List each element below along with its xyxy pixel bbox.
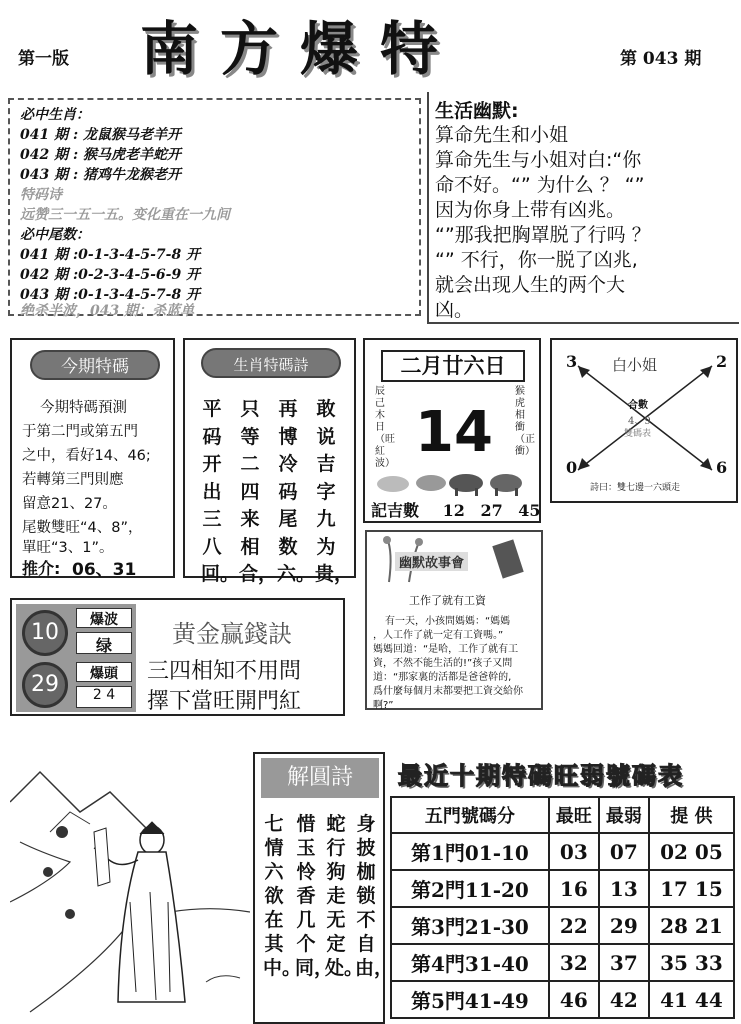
story-line: ，人工作了就一定有工資嗎。” bbox=[373, 630, 504, 641]
white-miss-panel bbox=[550, 338, 738, 503]
tema-line: 留意21、27。 bbox=[22, 496, 117, 512]
table-row bbox=[391, 907, 734, 944]
poem-column: 只等二四来相合， bbox=[239, 398, 278, 585]
humor-panel bbox=[427, 92, 739, 324]
story-line: 有一天，小孩問媽媽：“媽媽 bbox=[385, 616, 511, 627]
zodiac-picks-panel bbox=[8, 98, 421, 319]
hot-wave-number: 10 bbox=[22, 610, 68, 656]
poem-column: 身披枷锁不自由， bbox=[355, 813, 394, 979]
tema-line: 于第二門或第五門 bbox=[22, 424, 138, 440]
table-row bbox=[391, 981, 734, 1018]
calendar-left-note: 辰己木日（旺紅波） bbox=[375, 386, 395, 469]
story-line: 爲什麼每個月末都要把工資交給你 bbox=[373, 686, 523, 697]
table-row bbox=[391, 833, 734, 870]
zodiac-poem-panel bbox=[183, 338, 356, 585]
table-cell: 35 33 bbox=[649, 944, 734, 981]
table-cell: 第4門31-40 bbox=[391, 944, 549, 981]
poem-column: 敢说吉字九为贵， bbox=[315, 398, 354, 585]
scholar-illustration bbox=[10, 752, 250, 1022]
hot-head-number: 29 bbox=[22, 662, 68, 708]
table-row bbox=[391, 944, 734, 981]
humor-line: 因为你身上带有凶兆。 bbox=[435, 199, 626, 221]
poem-column: 平码开出三八回。 bbox=[201, 398, 240, 585]
zodiac-animals-icon bbox=[371, 468, 536, 496]
zodiac-line: 043 期 : 猪鸡牛龙猴老开 bbox=[20, 167, 182, 183]
calendar-panel bbox=[363, 338, 541, 523]
table-cell: 第1門01-10 bbox=[391, 833, 549, 870]
lucky-number: 27 bbox=[480, 501, 503, 520]
tema-line: 今期特碼預測 bbox=[40, 400, 127, 416]
humor-heading: 生活幽默: bbox=[435, 100, 519, 122]
story-banner: 幽默故事會 bbox=[395, 552, 468, 571]
calendar-day: 14 bbox=[415, 400, 493, 465]
riddle-poem-title: 解圓詩 bbox=[261, 758, 379, 798]
gold-line: 三四相知不用問 bbox=[147, 659, 302, 684]
tema-line: 單旺“3、1”。 bbox=[22, 540, 114, 556]
tema-line: 之中，看好14、46; bbox=[22, 448, 151, 464]
table-cell: 07 bbox=[599, 833, 649, 870]
tail-line: 043 期 :0-1-3-4-5-7-8 开 bbox=[20, 287, 201, 303]
poem-column: 蛇行狗走无定处。 bbox=[325, 813, 364, 979]
gold-formula-title: 黄金赢錢訣 bbox=[172, 620, 292, 648]
story-line: 道：“那家裏的活都是爸爸幹的, bbox=[373, 672, 512, 683]
column-header: 提 供 bbox=[649, 797, 734, 833]
humor-line: “”那我把胸罩脱了行吗 ？ bbox=[435, 224, 651, 246]
double-code-label: 雙碼表 bbox=[624, 429, 652, 439]
story-line: 媽媽回道：“是哈，工作了就有工 bbox=[373, 644, 519, 655]
table-cell: 41 44 bbox=[649, 981, 734, 1018]
zodiac-title: 必中生肖： bbox=[20, 107, 90, 123]
table-cell: 第3門21-30 bbox=[391, 907, 549, 944]
heshu-value: 4、9 bbox=[628, 416, 651, 427]
hot-head-label: 爆頭 bbox=[76, 662, 132, 682]
masthead-title: 南方爆特 bbox=[140, 15, 461, 83]
zodiac-line: 041 期 : 龙鼠猴马老羊开 bbox=[20, 127, 182, 143]
calendar-date: 二月廿六日 bbox=[381, 350, 525, 382]
recommend-label: 推介: bbox=[22, 559, 61, 578]
story-panel bbox=[365, 530, 543, 710]
tema-poem-text: 远赞三一五一五。变化重在一九间 bbox=[20, 207, 230, 223]
hot-head-value: 2 4 bbox=[76, 686, 132, 708]
story-line: 啊?” bbox=[373, 700, 394, 711]
heshu-label: 合數 bbox=[628, 400, 648, 411]
issue-label: 第 043 期 bbox=[620, 49, 702, 69]
table-cell: 16 bbox=[549, 870, 599, 907]
table-cell: 03 bbox=[549, 833, 599, 870]
story-title: 工作了就有工資 bbox=[409, 594, 486, 607]
humor-line: 凶。 bbox=[435, 299, 474, 321]
poem-column: 再博冷码尾数六。 bbox=[277, 398, 316, 585]
edition-label: 第一版 bbox=[18, 49, 69, 69]
poem-column: 惜玉怜香几个同， bbox=[295, 813, 334, 979]
column-header: 最旺 bbox=[549, 797, 599, 833]
tail-line: 041 期 :0-1-3-4-5-7-8 开 bbox=[20, 247, 201, 263]
table-cell: 第5門41-49 bbox=[391, 981, 549, 1018]
gold-formula-panel bbox=[10, 598, 345, 716]
tema-poem-note: 特码诗 bbox=[20, 187, 62, 203]
tail-line: 042 期 :0-2-3-4-5-6-9 开 bbox=[20, 267, 201, 283]
table-cell: 42 bbox=[599, 981, 649, 1018]
lucky-label: 記吉數 bbox=[371, 501, 420, 520]
hot-wave-value: 绿 bbox=[76, 632, 132, 654]
table-header-row bbox=[391, 797, 734, 833]
recommend-value: 06、31 bbox=[72, 560, 137, 580]
table-cell: 22 bbox=[549, 907, 599, 944]
tail-title: 必中尾数： bbox=[20, 227, 90, 243]
this-issue-tema-panel bbox=[10, 338, 175, 578]
table-cell: 37 bbox=[599, 944, 649, 981]
table-cell: 02 05 bbox=[649, 833, 734, 870]
humor-line: 就会出现人生的两个大 bbox=[435, 274, 626, 296]
white-miss-title: 白小姐 bbox=[612, 356, 658, 374]
table-cell: 第2門11-20 bbox=[391, 870, 549, 907]
poem-column: 七情六欲在其中。 bbox=[263, 813, 302, 979]
tema-title: 今期特碼 bbox=[30, 350, 160, 380]
hot-wave-label: 爆波 bbox=[76, 608, 132, 628]
tema-line: 尾數雙旺“4、8”， bbox=[22, 520, 143, 536]
hot-cold-table-title: 最近十期特碼旺弱號碼表 bbox=[398, 762, 684, 790]
corner-number: 0 bbox=[566, 458, 578, 477]
lucky-numbers bbox=[371, 498, 541, 521]
corner-number: 3 bbox=[566, 352, 578, 371]
column-header: 最弱 bbox=[599, 797, 649, 833]
humor-line: “” 不行，你一脱了凶兆, bbox=[435, 249, 638, 271]
hot-cold-table bbox=[390, 796, 735, 1019]
lucky-number: 45 bbox=[518, 501, 541, 520]
table-row bbox=[391, 870, 734, 907]
calendar-right-note: 猴虎相衝（正衝） bbox=[515, 386, 535, 457]
table-cell: 29 bbox=[599, 907, 649, 944]
column-header: 五門號碼分 bbox=[391, 797, 549, 833]
table-cell: 28 21 bbox=[649, 907, 734, 944]
table-cell: 17 15 bbox=[649, 870, 734, 907]
white-miss-poem: 詩曰：雙七邊一六頭走 bbox=[590, 483, 681, 493]
kill-color-note: 绝杀半波，043 期：杀蓝单 bbox=[20, 303, 195, 319]
humor-line: 算命先生与小姐对白:“你 bbox=[435, 149, 642, 171]
humor-line: 命不好。“” 为什么 ？ “” bbox=[435, 174, 645, 196]
zodiac-poem-title: 生肖特碼詩 bbox=[201, 348, 341, 378]
corner-number: 2 bbox=[716, 352, 728, 371]
gold-line: 擇下當旺開門紅 bbox=[147, 689, 302, 714]
humor-line: 算命先生和小姐 bbox=[435, 124, 569, 146]
table-cell: 32 bbox=[549, 944, 599, 981]
table-cell: 13 bbox=[599, 870, 649, 907]
tema-line: 若轉第三門則應 bbox=[22, 472, 124, 488]
riddle-poem-panel bbox=[253, 752, 394, 1024]
zodiac-line: 042 期 : 猴马虎老羊蛇开 bbox=[20, 147, 182, 163]
story-line: 資，不然不能生活的!”孩子又問 bbox=[373, 658, 513, 669]
corner-number: 6 bbox=[716, 458, 728, 477]
table-cell: 46 bbox=[549, 981, 599, 1018]
lucky-number: 12 bbox=[442, 501, 465, 520]
